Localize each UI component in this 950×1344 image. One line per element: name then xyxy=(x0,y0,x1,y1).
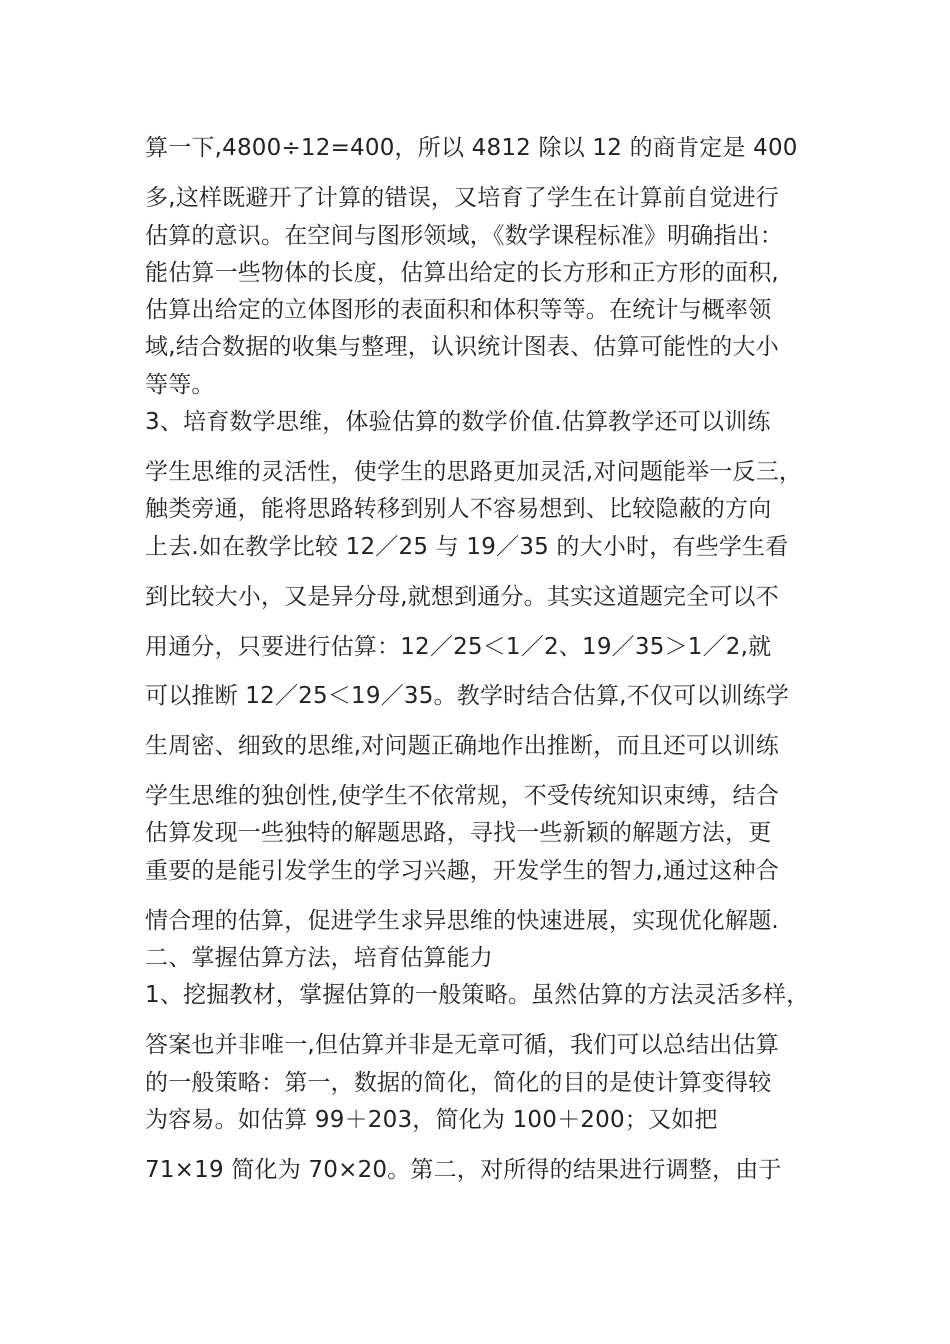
text-line-2: 多,这样既避开了计算的错误，又培育了学生在计算前自觉进行 xyxy=(145,185,779,211)
text-line-5: 估算出给定的立体图形的表面积和体积等等。在统计与概率领 xyxy=(145,297,772,323)
text-line-18: 重要的是能引发学生的学习兴趣，开发学生的智力,通过这种合 xyxy=(145,858,779,884)
text-line-7: 等等。 xyxy=(145,372,215,398)
text-line-9: 学生思维的灵活性，使学生的思路更加灵活,对问题能举一反三， xyxy=(145,459,803,485)
text-line-25: 71×19 简化为 70×20。第二，对所得的结果进行调整，由于 xyxy=(145,1157,782,1183)
text-line-12: 到比较大小，又是异分母,就想到通分。其实这道题完全可以不 xyxy=(145,584,779,610)
text-line-13: 用通分，只要进行估算：12／25＜1／2、19／35＞1／2,就 xyxy=(145,634,772,660)
text-line-6: 域,结合数据的收集与整理，认识统计图表、估算可能性的大小 xyxy=(145,334,779,360)
text-line-17: 估算发现一些独特的解题思路，寻找一些新颖的解题方法，更 xyxy=(145,820,772,846)
text-line-8: 3、培育数学思维，体验估算的数学价值.估算教学还可以训练 xyxy=(145,409,771,435)
text-line-19: 情合理的估算，促进学生求异思维的快速进展，实现优化解题. xyxy=(145,908,779,934)
text-line-23: 的一般策略：第一，数据的简化，简化的目的是使计算变得较 xyxy=(145,1070,772,1096)
section-heading: 二、掌握估算方法，培育估算能力 xyxy=(145,945,493,971)
text-line-14: 可以推断 12／25＜19／35。教学时结合估算,不仅可以训练学 xyxy=(145,683,790,709)
text-line-3: 估算的意识。在空间与图形领域，《数学课程标准》明确指出： xyxy=(145,223,784,249)
text-line-15: 生周密、细致的思维,对问题正确地作出推断，而且还可以训练 xyxy=(145,733,779,759)
text-line-22: 答案也并非唯一,但估算并非是无章可循，我们可以总结出估算 xyxy=(145,1032,779,1058)
text-line-16: 学生思维的独创性,使学生不依常规，不受传统知识束缚，结合 xyxy=(145,783,779,809)
text-line-21: 1、挖掘教材，掌握估算的一般策略。虽然估算的方法灵活多样， xyxy=(145,982,810,1008)
text-line-1: 算一下,4800÷12=400，所以 4812 除以 12 的商肯定是 400 xyxy=(145,135,798,161)
text-line-4: 能估算一些物体的长度，估算出给定的长方形和正方形的面积, xyxy=(145,260,779,286)
text-line-10: 触类旁通，能将思路转移到别人不容易想到、比较隐蔽的方向 xyxy=(145,496,772,522)
text-line-24: 为容易。如估算 99＋203，简化为 100＋200；又如把 xyxy=(145,1107,718,1133)
text-line-11: 上去.如在教学比较 12／25 与 19／35 的大小时，有些学生看 xyxy=(145,534,789,560)
